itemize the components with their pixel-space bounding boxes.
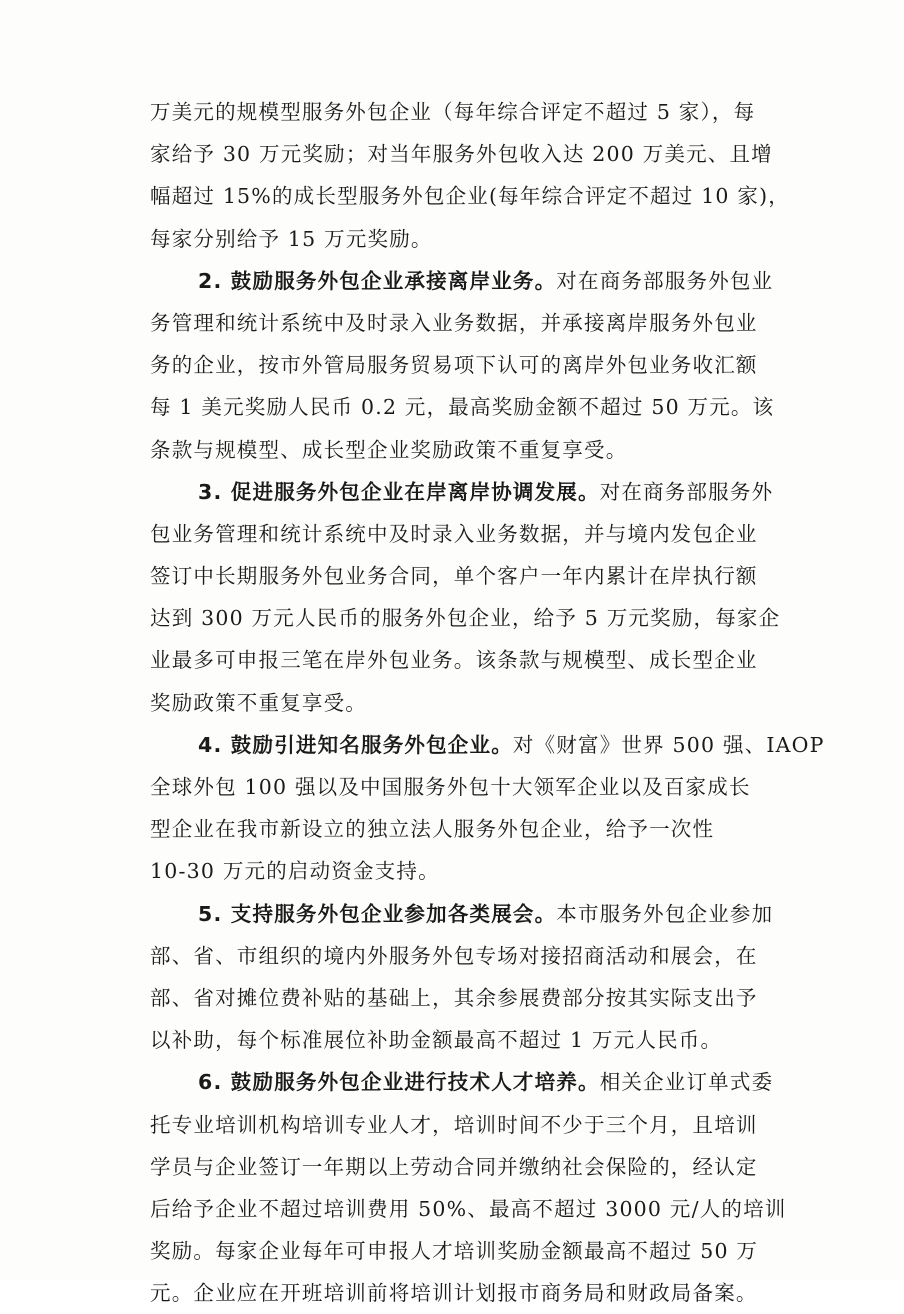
paragraph-first-line <box>150 1061 790 1103</box>
text-line: 全球外包 100 强以及中国服务外包十大领军企业以及百家成长 <box>150 775 751 799</box>
item-heading: 6. 鼓励服务外包企业进行技术人才培养。 <box>198 1070 600 1095</box>
text-line: 奖励政策不重复享受。 <box>150 690 367 715</box>
text-line: 幅超过 15%的成长型服务外包企业(每年综合评定不超过 10 家)， <box>150 184 790 209</box>
paragraph-first-line <box>150 893 790 935</box>
text-line: 以补助，每个标准展位补助金额最高不超过 1 万元人民币。 <box>150 1028 723 1053</box>
paragraph-item-2 <box>150 260 790 471</box>
paragraph-item-4 <box>150 724 825 893</box>
text-line: 万美元的规模型服务外包企业（每年综合评定不超过 5 家），每 <box>150 100 756 124</box>
text-line: 条款与规模型、成长型企业奖励政策不重复享受。 <box>150 437 628 462</box>
paragraph-item-5 <box>150 893 790 1062</box>
paragraph-continuation <box>150 91 790 260</box>
item-heading: 5. 支持服务外包企业参加各类展会。 <box>198 901 557 926</box>
paragraph-first-line <box>150 260 790 302</box>
text-line: 家给予 30 万元奖励；对当年服务外包收入达 200 万美元、且增 <box>150 142 773 167</box>
item-heading: 2. 鼓励服务外包企业承接离岸业务。 <box>198 268 557 293</box>
text-line: 学员与企业签订一年期以上劳动合同并缴纳社会保险的，经认定 <box>150 1154 758 1179</box>
text-line: 后给予企业不超过培训费用 50%、最高不超过 3000 元/人的培训 <box>150 1196 787 1221</box>
item-text: 对在商务部服务外 <box>599 479 774 504</box>
text-line: 10-30 万元的启动资金支持。 <box>150 859 440 884</box>
paragraph-first-line <box>150 724 825 766</box>
text-line: 每家分别给予 15 万元奖励。 <box>150 226 433 251</box>
item-heading: 4. 鼓励引进知名服务外包企业。 <box>198 732 513 757</box>
text-line: 部、省对摊位费补贴的基础上，其余参展费部分按其实际支出予 <box>150 985 758 1010</box>
text-line: 务管理和统计系统中及时录入业务数据，并承接离岸服务外包业 <box>150 310 758 335</box>
paragraph-item-6 <box>150 1061 790 1314</box>
text-line: 奖励。每家企业每年可申报人才培训奖励金额最高不超过 50 万 <box>150 1239 759 1264</box>
text-line: 达到 300 万元人民币的服务外包企业，给予 5 万元奖励，每家企 <box>150 606 781 631</box>
text-line: 业最多可申报三笔在岸外包业务。该条款与规模型、成长型企业 <box>150 648 758 673</box>
text-line: 托专业培训机构培训专业人才，培训时间不少于三个月，且培训 <box>150 1112 758 1137</box>
text-line: 部、省、市组织的境内外服务外包专场对接招商活动和展会，在 <box>150 943 758 968</box>
item-text: 本市服务外包企业参加 <box>556 901 774 926</box>
text-line: 元。企业应在开班培训前将培训计划报市商务局和财政局备案。 <box>150 1281 758 1306</box>
item-heading: 3. 促进服务外包企业在岸离岸协调发展。 <box>198 479 600 504</box>
item-text: 相关企业订单式委 <box>599 1070 774 1095</box>
text-line: 包业务管理和统计系统中及时录入业务数据，并与境内发包企业 <box>150 521 758 546</box>
item-text: 对在商务部服务外包业 <box>556 268 774 293</box>
paragraph-item-3 <box>150 471 790 724</box>
item-text: 对《财富》世界 500 强、IAOP <box>512 732 825 757</box>
text-line: 型企业在我市新设立的独立法人服务外包企业，给予一次性 <box>150 817 715 842</box>
text-line: 每 1 美元奖励人民币 0.2 元，最高奖励金额不超过 50 万元。该 <box>150 395 775 420</box>
text-line: 务的企业，按市外管局服务贸易项下认可的离岸外包业务收汇额 <box>150 353 758 378</box>
paragraph-first-line <box>150 471 790 513</box>
text-line: 签订中长期服务外包业务合同，单个客户一年内累计在岸执行额 <box>150 564 758 589</box>
document-body <box>150 91 825 1314</box>
